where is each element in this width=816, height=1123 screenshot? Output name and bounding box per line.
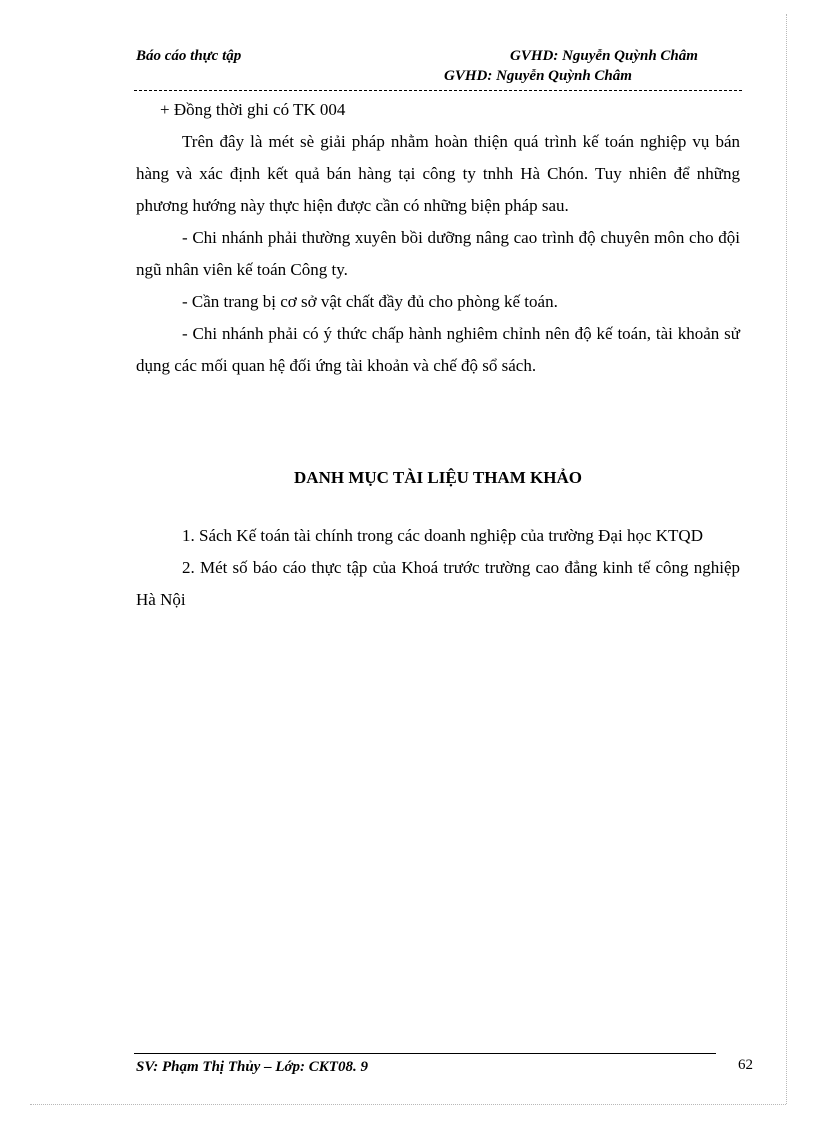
header-advisor: GVHD: Nguyễn Quỳnh Châm — [510, 48, 698, 64]
footer-divider — [134, 1053, 716, 1054]
page-edge-bottom — [30, 1104, 786, 1105]
page-edge-right — [786, 14, 787, 1104]
header-divider — [134, 90, 742, 91]
body-section — [136, 94, 740, 382]
reference-item: 1. Sách Kế toán tài chính trong các doanh nghiệp của trường Đại học KTQD — [182, 526, 703, 545]
body-paragraph: + Đồng thời ghi có TK 004 — [160, 100, 346, 119]
references-heading: DANH MỤC TÀI LIỆU THAM KHẢO — [294, 468, 582, 487]
body-paragraph: - Chi nhánh phải có ý thức chấp hành nghiêm chỉnh nên độ kế toán, tài khoản sử dụng các mối quan hệ đối ứng tài khoản và chế độ sổ sách. — [136, 324, 740, 375]
footer-student-info: SV: Phạm Thị Thủy – Lớp: CKT08. 9 — [136, 1059, 368, 1075]
body-paragraph: - Chi nhánh phải thường xuyên bồi dưỡng nâng cao trình độ chuyên môn cho đội ngũ nhân viên kế toán Công ty. — [136, 228, 740, 279]
page-number: 62 — [738, 1057, 753, 1073]
body-paragraph: - Cần trang bị cơ sở vật chất đầy đủ cho phòng kế toán. — [182, 292, 558, 311]
reference-item: 2. Mét số báo cáo thực tập của Khoá trước trường cao đẳng kinh tế công nghiệp Hà Nội — [136, 558, 740, 609]
references-list — [136, 520, 740, 616]
body-paragraph: Trên đây là mét sè giải pháp nhằm hoàn thiện quá trình kế toán nghiệp vụ bán hàng và xác định kết quả bán hàng tại công ty tnhh Hà Chón. Tuy nhiên để những phương hướng này thực hiện được cần có những biện pháp sau. — [136, 132, 740, 215]
header-report-title: Báo cáo thực tập — [136, 48, 242, 64]
header-advisor-duplicate: GVHD: Nguyễn Quỳnh Châm — [444, 68, 632, 84]
